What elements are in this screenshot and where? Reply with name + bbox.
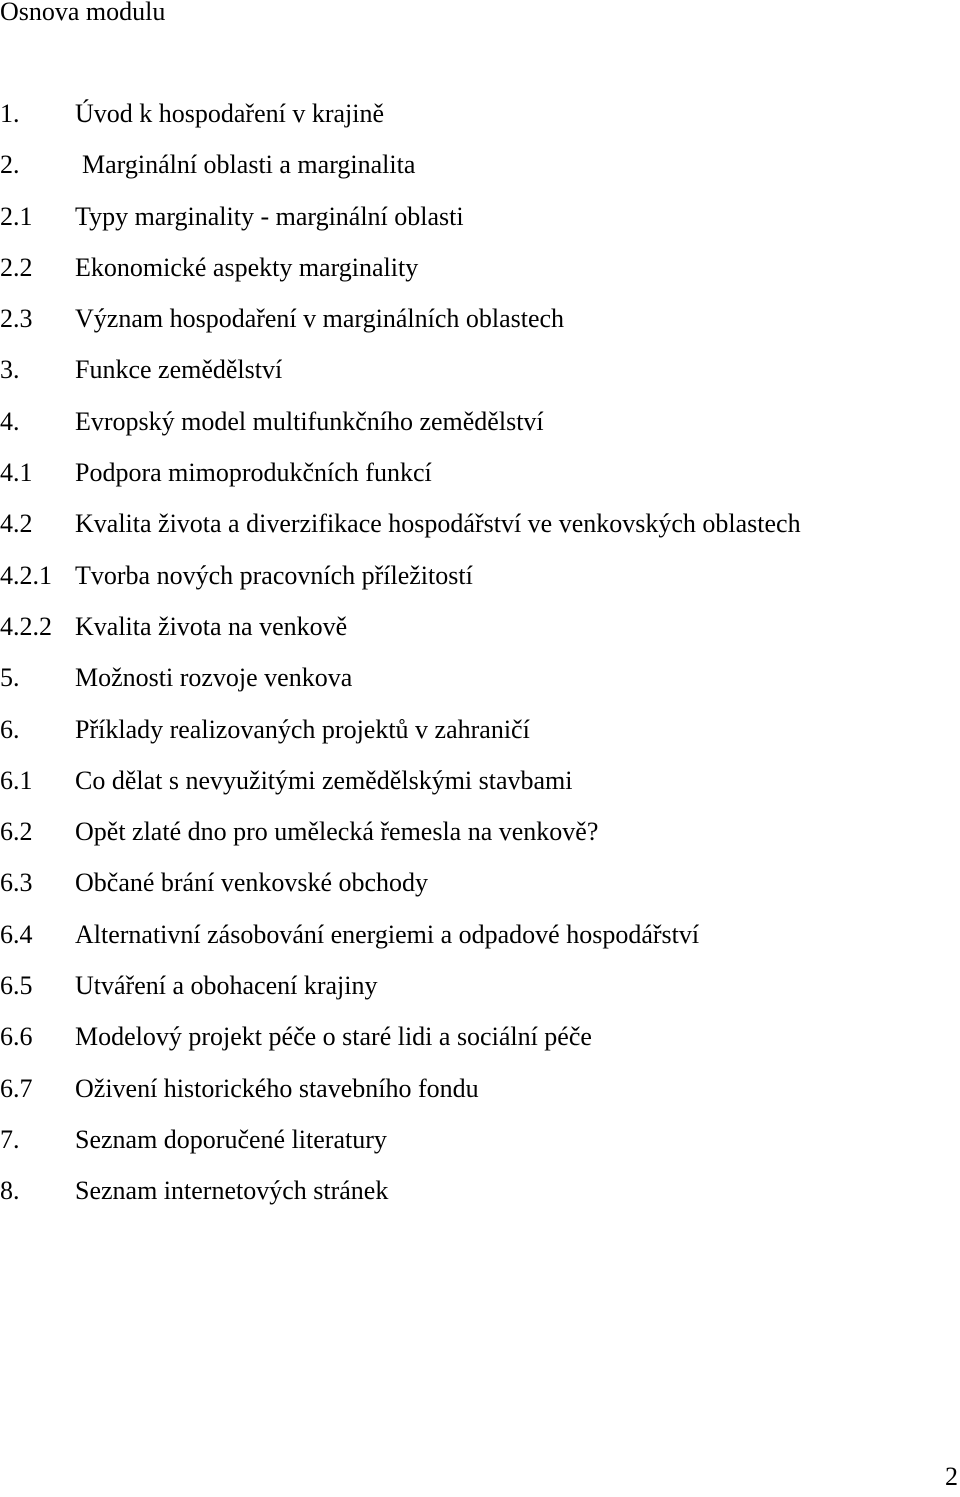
toc-item-text: Příklady realizovaných projektů v zahraničí — [75, 714, 530, 744]
toc-item-number: 3. — [0, 355, 20, 385]
toc-item-number: 2.3 — [0, 304, 33, 334]
toc-item-text: Tvorba nových pracovních příležitostí — [75, 560, 473, 590]
toc-item-text: Možnosti rozvoje venkova — [75, 663, 353, 693]
toc-item-number: 7. — [0, 1124, 20, 1154]
toc-item-number: 4.2 — [0, 509, 33, 539]
toc-item-text: Podpora mimoprodukčních funkcí — [75, 458, 432, 488]
toc-item-number: 6.3 — [0, 868, 33, 898]
toc-item-number: 6.5 — [0, 971, 33, 1001]
toc-item-text: Seznam internetových stránek — [75, 1176, 389, 1206]
toc-item-text: Typy marginality - marginální oblasti — [75, 201, 464, 231]
toc-item-text: Marginální oblasti a marginalita — [82, 150, 416, 180]
toc-item-number: 1. — [0, 99, 20, 128]
toc-item-number: 6.6 — [0, 1022, 33, 1052]
toc-item-text: Modelový projekt péče o staré lidi a sociální péče — [75, 1022, 592, 1052]
toc-item-text: Úvod k hospodaření v krajině — [75, 99, 385, 128]
toc-item-text: Význam hospodaření v marginálních oblastech — [75, 304, 565, 334]
toc-item-number: 2.2 — [0, 252, 33, 282]
toc-item-number: 6.7 — [0, 1073, 33, 1103]
toc-item-text: Kvalita života na venkově — [75, 611, 348, 641]
toc-item-number: 6.2 — [0, 817, 33, 847]
toc-item-number: 6.4 — [0, 919, 33, 949]
toc-item-number: 4.1 — [0, 458, 33, 488]
toc-item-number: 4. — [0, 406, 20, 436]
toc-item-number: 6. — [0, 714, 20, 744]
toc-item-text: Co dělat s nevyužitými zemědělskými stavbami — [75, 765, 573, 795]
toc-item-text: Utváření a obohacení krajiny — [75, 971, 378, 1001]
toc-item-number: 2.1 — [0, 201, 33, 231]
toc-item-number: 6.1 — [0, 765, 33, 795]
page-title: Osnova modulu — [0, 0, 166, 26]
toc-item-number: 5. — [0, 663, 20, 693]
toc-item-text: Opět zlaté dno pro umělecká řemesla na venkově? — [75, 817, 599, 847]
toc-item-number: 4.2.2 — [0, 611, 52, 641]
page-number: 2 — [945, 1462, 958, 1491]
toc-item-number: 4.2.1 — [0, 560, 52, 590]
toc-item-text: Oživení historického stavebního fondu — [75, 1073, 479, 1103]
toc-item-text: Alternativní zásobování energiemi a odpadové hospodářství — [75, 919, 700, 949]
toc-item-text: Kvalita života a diverzifikace hospodářství ve venkovských oblastech — [75, 509, 801, 539]
toc-item-text: Evropský model multifunkčního zemědělství — [75, 406, 544, 436]
toc-item-number: 8. — [0, 1176, 20, 1206]
toc-item-text: Funkce zemědělství — [75, 355, 283, 385]
toc-item-text: Seznam doporučené literatury — [75, 1124, 387, 1154]
toc-item-number: 2. — [0, 150, 20, 180]
toc-item-text: Ekonomické aspekty marginality — [75, 252, 419, 282]
toc-item-text: Občané brání venkovské obchody — [75, 868, 429, 898]
